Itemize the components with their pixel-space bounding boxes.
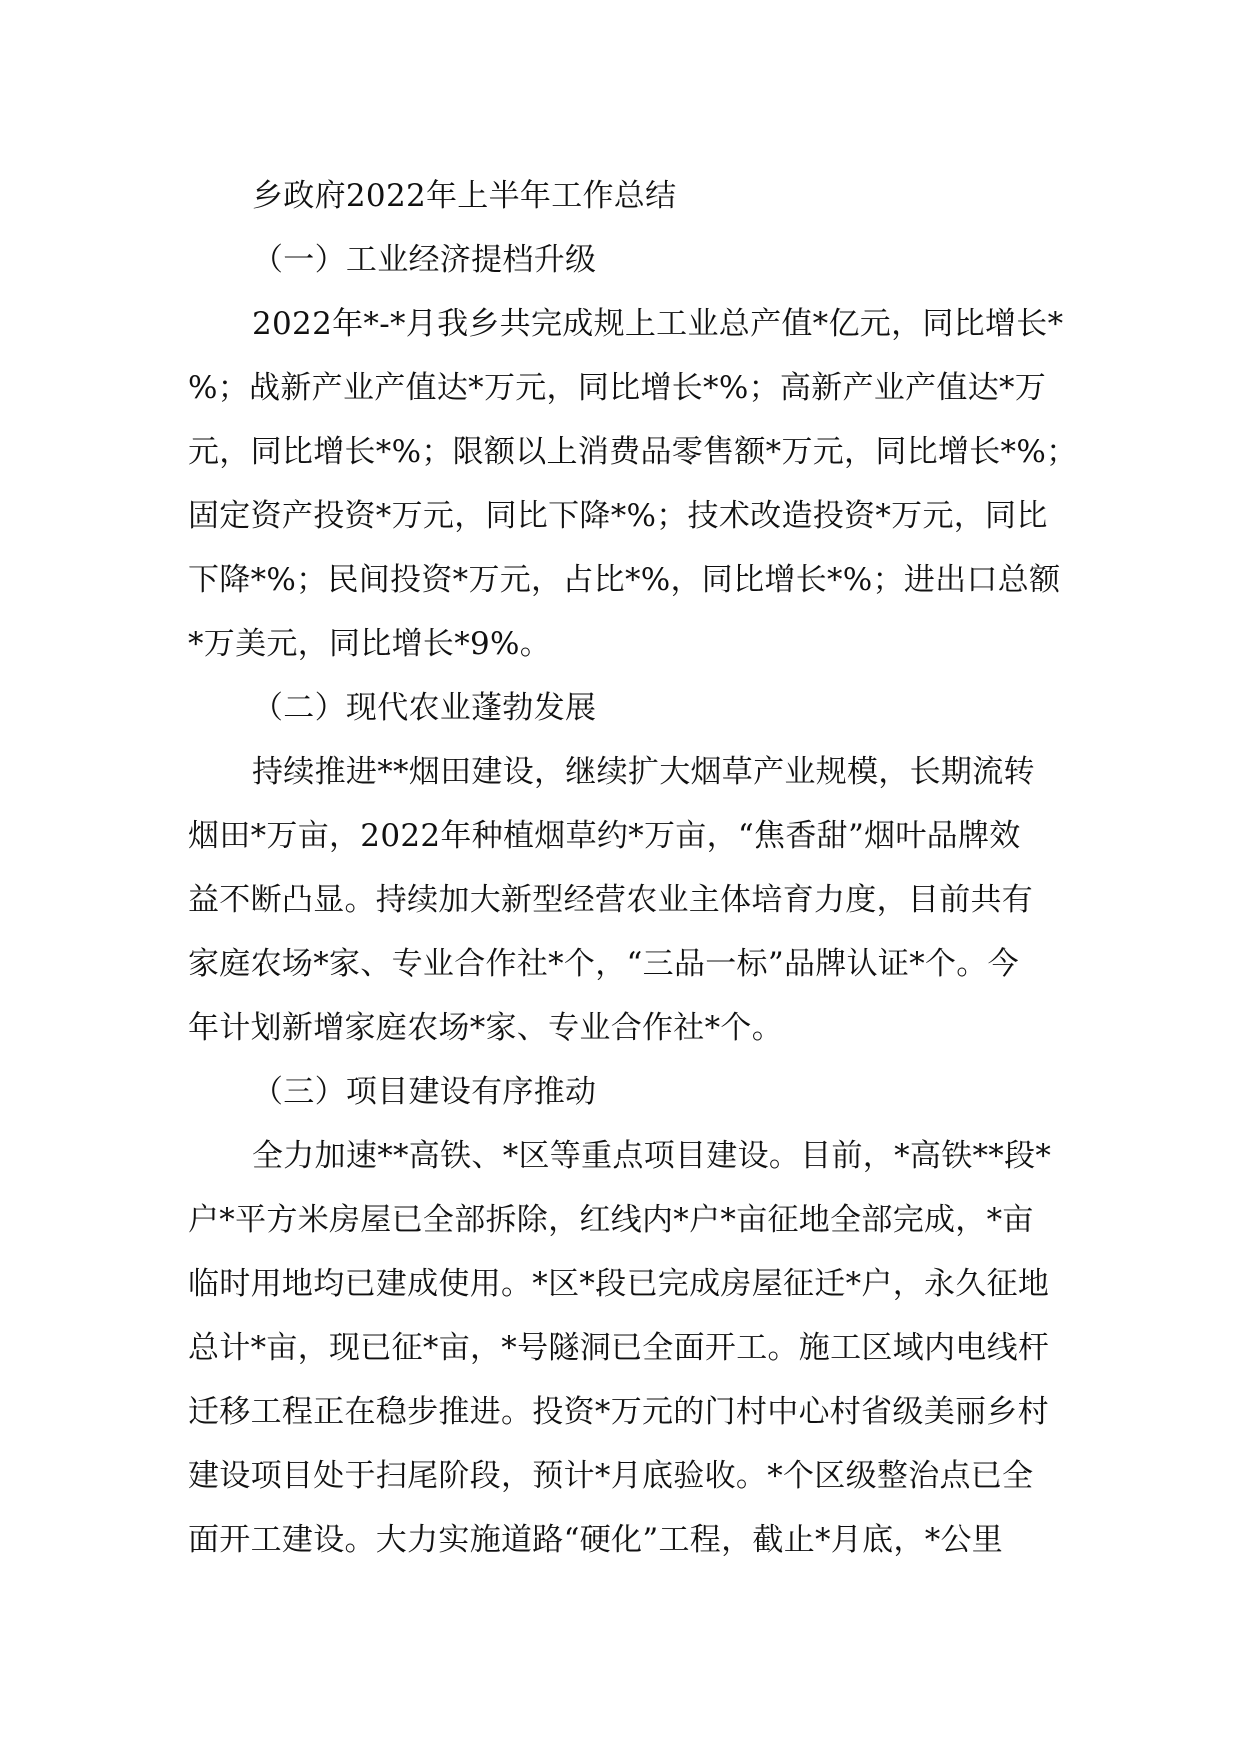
paragraph-line: 下降*%；民间投资*万元，占比*%，同比增长*%；进出口总额 bbox=[188, 562, 1061, 598]
paragraph-line: 全力加速**高铁、*区等重点项目建设。目前，*高铁**段* bbox=[252, 1138, 1052, 1174]
paragraph-line: 烟田*万亩，2022年种植烟草约*万亩，“焦香甜”烟叶品牌效 bbox=[188, 818, 1021, 854]
paragraph-line: 益不断凸显。持续加大新型经营农业主体培育力度，目前共有 bbox=[188, 882, 1034, 918]
document-title: 乡政府2022年上半年工作总结 bbox=[252, 178, 677, 214]
section-heading-3: （三）项目建设有序推动 bbox=[252, 1074, 597, 1110]
paragraph-line: 年计划新增家庭农场*家、专业合作社*个。 bbox=[188, 1010, 783, 1046]
paragraph-line: 元，同比增长*%；限额以上消费品零售额*万元，同比增长*%； bbox=[188, 434, 1078, 470]
paragraph-line: 面开工建设。大力实施道路“硬化”工程，截止*月底，*公里 bbox=[188, 1522, 1004, 1558]
paragraph-line: 固定资产投资*万元，同比下降*%；技术改造投资*万元，同比 bbox=[188, 498, 1048, 534]
paragraph-line: 建设项目处于扫尾阶段，预计*月底验收。*个区级整治点已全 bbox=[188, 1458, 1034, 1494]
paragraph-line: 家庭农场*家、专业合作社*个，“三品一标”品牌认证*个。今 bbox=[188, 946, 1019, 982]
section-heading-1: （一）工业经济提档升级 bbox=[252, 242, 597, 278]
paragraph-line: *万美元，同比增长*9%。 bbox=[188, 626, 552, 662]
section-heading-2: （二）现代农业蓬勃发展 bbox=[252, 690, 597, 726]
paragraph-line: 持续推进**烟田建设，继续扩大烟草产业规模，长期流转 bbox=[252, 754, 1035, 790]
paragraph-line: 户*平方米房屋已全部拆除，红线内*户*亩征地全部完成，*亩 bbox=[188, 1202, 1034, 1238]
paragraph-line: 临时用地均已建成使用。*区*段已完成房屋征迁*户，永久征地 bbox=[188, 1266, 1050, 1302]
paragraph-line: 总计*亩，现已征*亩，*号隧洞已全面开工。施工区域内电线杆 bbox=[188, 1330, 1050, 1366]
paragraph-line: 迁移工程正在稳步推进。投资*万元的门村中心村省级美丽乡村 bbox=[188, 1394, 1049, 1430]
paragraph-line: 2022年*-*月我乡共完成规上工业总产值*亿元，同比增长* bbox=[252, 306, 1064, 342]
paragraph-line: %；战新产业产值达*万元，同比增长*%；高新产业产值达*万 bbox=[188, 370, 1047, 406]
